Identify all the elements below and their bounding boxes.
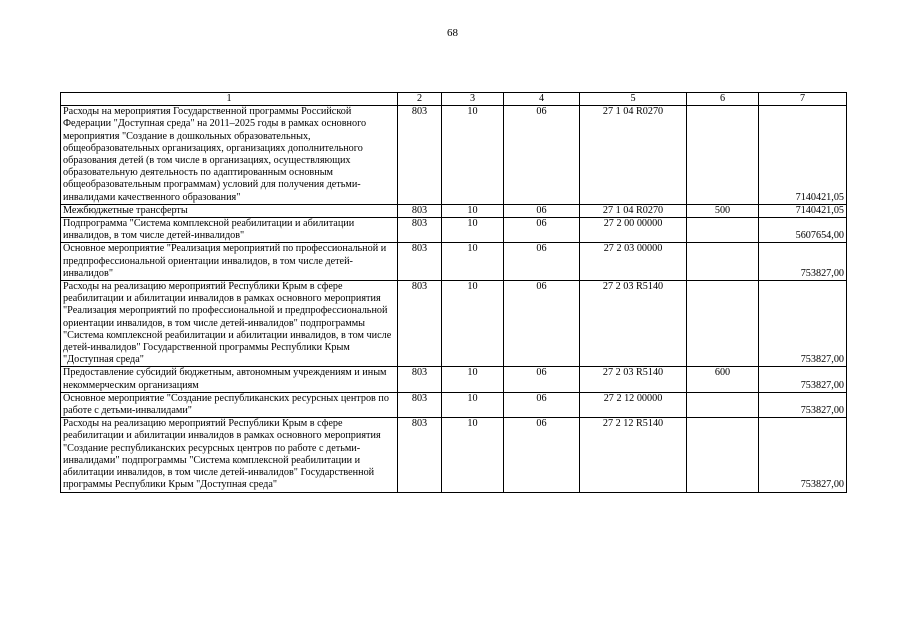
row-col-3: 10 [442, 204, 504, 217]
row-col-5: 27 2 00 00000 [580, 218, 687, 243]
row-amount: 7140421,05 [759, 204, 847, 217]
row-amount: 753827,00 [759, 418, 847, 492]
row-col-4: 06 [504, 106, 580, 205]
row-col-3: 10 [442, 243, 504, 281]
row-description: Основное мероприятие "Создание республиканских ресурсных центров по работе с детьми-инвалидами" [61, 392, 398, 417]
row-col-6 [687, 418, 759, 492]
row-amount: 753827,00 [759, 281, 847, 367]
page-number: 68 [447, 27, 458, 39]
table-row [61, 392, 847, 417]
row-col-5: 27 1 04 R0270 [580, 204, 687, 217]
row-col-6 [687, 243, 759, 281]
header-col-3: 3 [442, 93, 504, 106]
budget-table [60, 92, 847, 493]
row-amount: 753827,00 [759, 367, 847, 392]
row-col-3: 10 [442, 418, 504, 492]
row-col-4: 06 [504, 418, 580, 492]
row-col-2: 803 [398, 418, 442, 492]
row-description: Основное мероприятие "Реализация мероприятий по профессиональной и предпрофессиональной ориентации инвалидов, в том числе детей-инвалидов" [61, 243, 398, 281]
table-row [61, 243, 847, 281]
row-col-6 [687, 218, 759, 243]
row-col-3: 10 [442, 367, 504, 392]
row-col-2: 803 [398, 106, 442, 205]
row-col-5: 27 1 04 R0270 [580, 106, 687, 205]
row-col-2: 803 [398, 204, 442, 217]
row-col-2: 803 [398, 243, 442, 281]
table-row [61, 218, 847, 243]
row-col-5: 27 2 03 00000 [580, 243, 687, 281]
row-col-6 [687, 281, 759, 367]
header-col-4: 4 [504, 93, 580, 106]
table-row [61, 418, 847, 492]
row-col-3: 10 [442, 106, 504, 205]
row-col-4: 06 [504, 218, 580, 243]
row-description: Межбюджетные трансферты [61, 204, 398, 217]
row-col-2: 803 [398, 281, 442, 367]
header-col-6: 6 [687, 93, 759, 106]
header-col-2: 2 [398, 93, 442, 106]
row-col-6: 600 [687, 367, 759, 392]
header-col-7: 7 [759, 93, 847, 106]
row-col-3: 10 [442, 281, 504, 367]
row-amount: 753827,00 [759, 392, 847, 417]
row-col-5: 27 2 12 00000 [580, 392, 687, 417]
table-header-row [61, 93, 847, 106]
table-row [61, 204, 847, 217]
row-col-4: 06 [504, 243, 580, 281]
header-col-1: 1 [61, 93, 398, 106]
table-row [61, 106, 847, 205]
row-col-5: 27 2 03 R5140 [580, 367, 687, 392]
row-col-4: 06 [504, 367, 580, 392]
row-col-2: 803 [398, 218, 442, 243]
row-amount: 753827,00 [759, 243, 847, 281]
row-col-3: 10 [442, 218, 504, 243]
row-amount: 7140421,05 [759, 106, 847, 205]
header-col-5: 5 [580, 93, 687, 106]
row-col-5: 27 2 03 R5140 [580, 281, 687, 367]
row-amount: 5607654,00 [759, 218, 847, 243]
row-col-4: 06 [504, 204, 580, 217]
row-col-6: 500 [687, 204, 759, 217]
row-col-5: 27 2 12 R5140 [580, 418, 687, 492]
row-description: Предоставление субсидий бюджетным, автономным учреждениям и иным некоммерческим организациям [61, 367, 398, 392]
row-col-3: 10 [442, 392, 504, 417]
row-description: Подпрограмма "Система комплексной реабилитации и абилитации инвалидов, в том числе детей-инвалидов" [61, 218, 398, 243]
row-description: Расходы на мероприятия Государственной программы Российской Федерации "Доступная среда" на 2011–2025 годы в рамках основного мероприятия "Создание в дошкольных образовательных, общеобразовательных организациях, организациях дополнительного образования детей (в том числе в организациях, осуществляющих образовательную деятельность по адаптированным основным общеобразовательным программам) условий для получения детьми-инвалидами качественного образования" [61, 106, 398, 205]
row-col-6 [687, 106, 759, 205]
row-col-2: 803 [398, 367, 442, 392]
row-col-4: 06 [504, 392, 580, 417]
row-description: Расходы на реализацию мероприятий Республики Крым в сфере реабилитации и абилитации инвалидов в рамках основного мероприятия "Реализация мероприятий по профессиональной и предпрофессиональной ориентации инвалидов, в том числе детей-инвалидов" подпрограммы "Система комплексной реабилитации и абилитации инвалидов, в том числе детей-инвалидов" Государственной программы Республики Крым "Доступная среда" [61, 281, 398, 367]
table-row [61, 367, 847, 392]
table-row [61, 281, 847, 367]
row-col-2: 803 [398, 392, 442, 417]
row-col-6 [687, 392, 759, 417]
row-col-4: 06 [504, 281, 580, 367]
row-description: Расходы на реализацию мероприятий Республики Крым в сфере реабилитации и абилитации инвалидов в рамках основного мероприятия "Создание республиканских ресурсных центров по работе с детьми-инвалидами" подпрограммы "Система комплексной реабилитации и абилитации инвалидов, в том числе детей-инвалидов" Государственной программы Республики Крым "Доступная среда" [61, 418, 398, 492]
